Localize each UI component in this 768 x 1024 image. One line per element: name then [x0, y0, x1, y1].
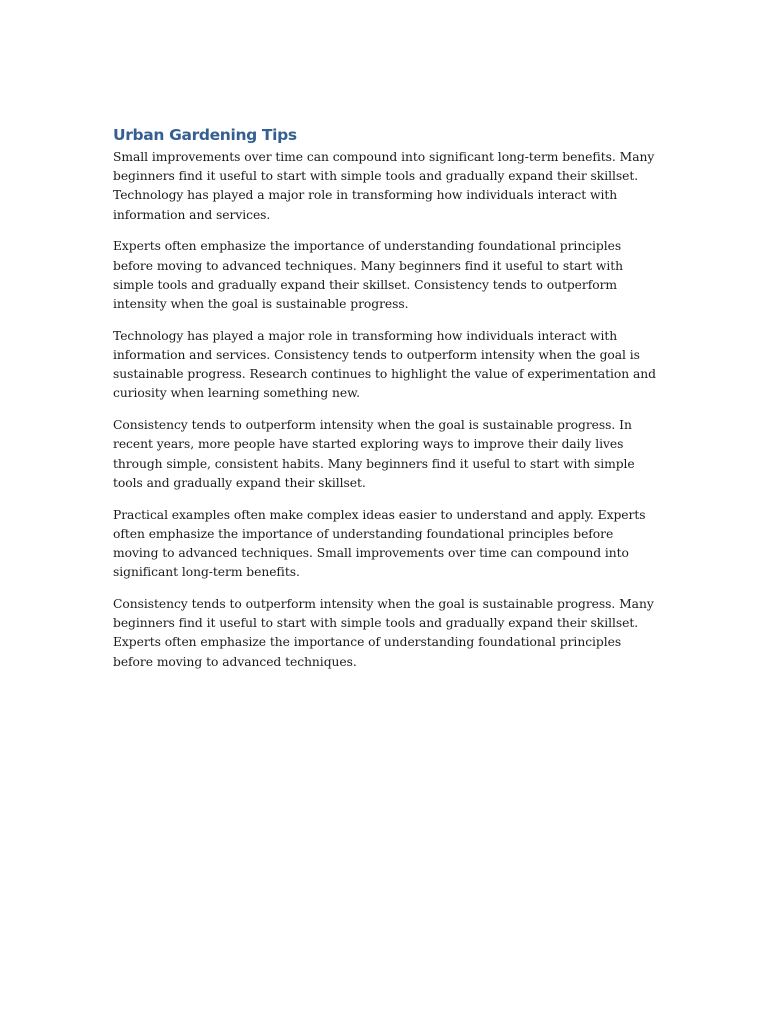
- paragraph-3: Technology has played a major role in transforming how individuals interact with information and services. Consistency tends to outperform intensity when the goal is sustainable progress. Research continues to highlight the value of experimentation and curiosity when learning something new.: [113, 328, 656, 401]
- paragraph-2: Experts often emphasize the importance of understanding foundational principles before moving to advanced techniques. Many beginners find it useful to start with simple tools and gradually expand their skillset. Consistency tends to outperform intensity when the goal is sustainable progress.: [113, 239, 623, 312]
- paragraph-6: Consistency tends to outperform intensity when the goal is sustainable progress. Many beginners find it useful to start with simple tools and gradually expand their skillset. Experts often emphasize the importance of understanding foundational principles before moving to advanced techniques.: [113, 597, 654, 669]
- paragraph-4: Consistency tends to outperform intensity when the goal is sustainable progress. In recent years, more people have started exploring ways to improve their daily lives through simple, consistent habits. Many beginners find it useful to start with simple tools and gradually expand their skillset.: [113, 418, 635, 490]
- document-title: Urban Gardening Tips: [113, 126, 297, 144]
- document-body: [113, 123, 658, 684]
- paragraph-1: Small improvements over time can compound into significant long-term benefits. Many beginners find it useful to start with simple tools and gradually expand their skillset. Technology has played a major role in transforming how individuals interact with information and services.: [113, 150, 655, 222]
- paragraph-5: Practical examples often make complex ideas easier to understand and apply. Experts often emphasize the importance of understanding foundational principles before moving to advanced techniques. Small improvements over time can compound into significant long-term benefits.: [113, 507, 646, 580]
